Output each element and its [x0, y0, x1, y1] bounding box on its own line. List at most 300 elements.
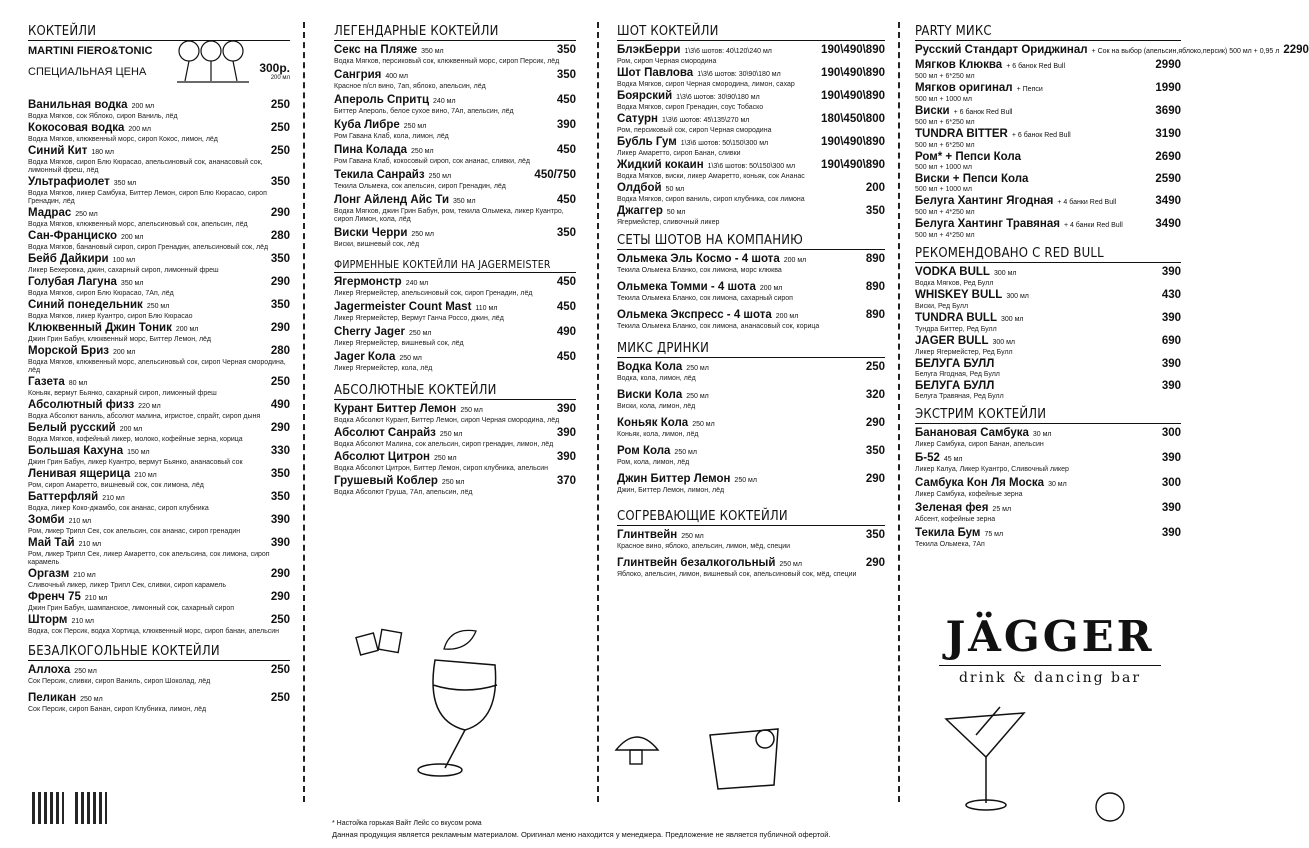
item-description: Текила Ольмека, сок апельсин, сироп Гренадин, лёд [334, 183, 506, 190]
wine-glasses-icon [173, 39, 253, 85]
item-description: Ягермейстер, сливочный ликер [617, 219, 720, 226]
item-price: 390 [1161, 380, 1181, 392]
menu-item [334, 69, 576, 91]
item-price: 890 [865, 309, 885, 321]
item-volume: 1\3\6 шотов: 50\150\300 мл [680, 140, 769, 147]
item-price: 190\490\890 [821, 44, 885, 56]
item-price: 300 [1161, 477, 1181, 489]
item-volume: 250 мл [411, 148, 434, 155]
item-name: Ультрафиолет [28, 176, 110, 188]
item-name: Банановая Самбука [915, 427, 1029, 439]
menu-item [28, 692, 290, 714]
menu-item [28, 568, 290, 590]
item-name: Синий понедельник [28, 299, 143, 311]
item-volume: + 6 банок Red Bull [953, 109, 1013, 116]
menu-item [334, 169, 576, 191]
item-volume: 300 мл [1006, 293, 1029, 300]
item-price: 390 [556, 403, 576, 415]
item-price: 250 [270, 122, 290, 134]
item-price: 390 [1161, 358, 1181, 370]
item-price: 250 [270, 145, 290, 157]
item-name: БЕЛУГА БУЛЛ [915, 380, 995, 392]
item-price: 250 [270, 99, 290, 111]
item-name: Газета [28, 376, 65, 388]
item-price: 890 [865, 253, 885, 265]
menu-item [28, 253, 290, 275]
item-name: Jagermeister Count Mast [334, 301, 472, 313]
item-name: Секс на Пляже [334, 44, 418, 56]
item-description: Водка Абсолют Малина, сок апельсин, сироп гренадин, лимон, лёд [334, 441, 554, 448]
item-name: Май Тай [28, 537, 75, 549]
menu-item [617, 113, 885, 135]
item-description: Красное вино, яблоко, апельсин, лимон, мёд, специи [617, 543, 791, 550]
martini-glass-icon [940, 705, 1030, 815]
menu-item [28, 491, 290, 513]
menu-item [334, 427, 576, 449]
item-description: Сок Персик, сливки, сироп Ваниль, сироп Шоколад, лёд [28, 678, 211, 685]
item-name: JAGER BULL [915, 335, 989, 347]
item-volume: 250 мл [692, 421, 715, 428]
item-price: 350 [556, 227, 576, 239]
item-name: Грушевый Коблер [334, 475, 438, 487]
item-price: 290 [270, 422, 290, 434]
item-price: 250 [270, 614, 290, 626]
item-volume: 200 мл [783, 257, 807, 264]
item-name: Текила Бум [915, 527, 981, 539]
item-volume: + 4 банки Red Bull [1063, 222, 1123, 229]
logo-tagline: drink & dancing bar [958, 670, 1142, 686]
menu-item [915, 358, 1181, 379]
item-price: 3490 [1155, 218, 1181, 230]
menu-item [28, 376, 290, 398]
item-volume: 350 мл [120, 280, 144, 287]
menu-item [915, 173, 1181, 194]
item-description: Водка Мягков, клюквенный морс, апельсиновый сок, сироп Черная смородина, лёд [28, 359, 286, 374]
item-name: Курант Биттер Лемон [334, 403, 457, 415]
menu-item [28, 422, 290, 444]
menu-item [28, 122, 290, 144]
menu-item [915, 82, 1181, 104]
item-price: 290 [270, 276, 290, 288]
menu-item [915, 151, 1181, 172]
item-name: Зеленая фея [915, 502, 989, 514]
menu-item [915, 44, 1309, 58]
item-price: 350 [556, 69, 576, 81]
item-name: Самбука Кон Ля Моска [915, 477, 1045, 489]
menu-item [915, 59, 1181, 81]
promo-volume: 200 мл [270, 75, 290, 81]
item-name: Пина Колада [334, 144, 408, 156]
item-volume: 250 мл [403, 123, 427, 130]
item-description: Водка Мягков, сироп ваниль, сироп клубника, сок лимона [617, 196, 805, 203]
item-price: 250 [270, 376, 290, 388]
item-price: 190\490\890 [821, 136, 885, 148]
item-name: Голубая Лагуна [28, 276, 117, 288]
promo-label: СПЕЦИАЛЬНАЯ ЦЕНА [28, 66, 147, 78]
item-volume: 250 мл [408, 330, 432, 337]
menu-item [28, 664, 290, 686]
promo-price: 300р. [259, 61, 290, 75]
item-description: 500 мл + 6*250 мл [915, 73, 975, 80]
menu-item [915, 527, 1181, 549]
item-description: Водка Мягков, сироп Блю Кюрасао, апельсиновый сок, ананасовый сок, лимонный фреш, лёд [28, 159, 263, 174]
item-name: Синий Кит [28, 145, 88, 157]
menu-item [28, 514, 290, 536]
item-description: Джин, Биттер Лемон, лимон, лёд [617, 487, 725, 494]
menu-item [915, 289, 1181, 311]
item-name: Русский Стандарт Ориджинал [915, 44, 1088, 56]
item-name: Ольмека Экспресс - 4 шота [617, 309, 772, 321]
item-name: Бейб Дайкири [28, 253, 109, 265]
item-name: Белый русский [28, 422, 116, 434]
item-volume: 250 мл [75, 211, 98, 218]
item-name: Ленивая ящерица [28, 468, 131, 480]
item-price: 450 [556, 194, 576, 206]
item-description: Ликер Ягермейстер, Вермут Ганча Россо, джин, лёд [334, 315, 504, 322]
item-price: 370 [556, 475, 576, 487]
menu-item [334, 351, 576, 373]
item-name: Мягков оригинал [915, 82, 1013, 94]
item-price: 3490 [1155, 195, 1181, 207]
item-volume: 210 мл [68, 518, 92, 525]
menu-item [915, 452, 1181, 474]
item-description: Водка, сок Персик, водка Хортица, клюквенный морс, сироп банан, апельсин [28, 628, 280, 635]
item-price: 390 [1161, 527, 1181, 539]
item-description: Ликер Амаретто, сироп Банан, сливки [617, 150, 741, 157]
menu-item [334, 475, 576, 497]
item-price: 190\490\890 [821, 67, 885, 79]
item-volume: 250 мл [74, 668, 97, 675]
item-volume: 210 мл [84, 595, 108, 602]
item-description: Сок Персик, сироп Банан, сироп Клубника, лимон, лёд [28, 706, 207, 713]
item-name: Жидкий кокаин [617, 159, 704, 171]
menu-item [28, 207, 290, 229]
menu-item [617, 389, 885, 411]
menu-item [334, 301, 576, 323]
item-volume: 150 мл [127, 449, 150, 456]
item-description: Водка Мягков, сироп Черная смородина, лимон, сахар [617, 81, 795, 88]
item-description: Абсент, кофейные зерна [915, 516, 996, 523]
item-description: Водка Абсолют Груша, 7Ап, апельсин, лёд [334, 489, 473, 496]
column-party [915, 18, 1309, 552]
item-price: 290 [865, 417, 885, 429]
mushroom-icon [612, 728, 662, 768]
item-price: 390 [1161, 266, 1181, 278]
item-name: Лонг Айленд Айс Ти [334, 194, 450, 206]
item-description: Водка Мягков, виски, ликер Амаретто, коньяк, сок Ананас [617, 173, 805, 180]
footer-disclaimer: Данная продукция является рекламным материалом. Оригинал меню находится у менеджера. Предложение не является публичной офертой. [332, 830, 831, 839]
menu-item [617, 159, 885, 181]
item-name: Ром Кола [617, 445, 671, 457]
section-title: ЭКСТРИМ КОКТЕЙЛИ [915, 405, 1181, 424]
item-description: Ром, персиковый сок, сироп Черная смородина [617, 127, 772, 134]
item-description: Водка Мягков, клюквенный морс, сироп Кокос, лимон, лёд [28, 136, 218, 143]
item-volume: 250 мл [734, 477, 757, 484]
item-price: 300 [1161, 427, 1181, 439]
menu-item [334, 326, 576, 348]
item-name: Текила Санрайз [334, 169, 425, 181]
item-description: Джин Грин Бабун, ликер Куантро, вермут Бьянко, ананасовый сок [28, 459, 243, 466]
menu-item [334, 119, 576, 141]
item-name: Ванильная водка [28, 99, 128, 111]
item-name: Б-52 [915, 452, 940, 464]
item-description: Виски, вишневый сок, лёд [334, 241, 420, 248]
item-volume: + Пепси [1016, 86, 1043, 93]
item-price: 450 [556, 351, 576, 363]
menu-item [28, 145, 290, 175]
section-title: СЕТЫ ШОТОВ НА КОМПАНИЮ [617, 231, 885, 250]
item-price: 290 [865, 473, 885, 485]
section-title: СОГРЕВАЮЩИЕ КОКТЕЙЛИ [617, 507, 885, 526]
column-legendary [334, 18, 576, 499]
divider [898, 22, 900, 802]
item-name: Джин Биттер Лемон [617, 473, 731, 485]
item-price: 490 [270, 399, 290, 411]
menu-item [915, 312, 1181, 334]
menu-item [334, 227, 576, 249]
item-description: Водка Абсолют Цитрон, Биттер Лемон, сироп клубника, апельсин [334, 465, 549, 472]
item-price: 290 [270, 322, 290, 334]
menu-item [28, 614, 290, 636]
item-name: Бубль Гум [617, 136, 677, 148]
item-name: Абсолют Санрайз [334, 427, 436, 439]
item-volume: 100 мл [112, 257, 136, 264]
item-price: 320 [865, 389, 885, 401]
item-price: 2590 [1155, 173, 1181, 185]
item-volume: 75 мл [984, 531, 1004, 538]
item-price: 450 [556, 94, 576, 106]
item-price: 350 [270, 253, 290, 265]
item-volume: 250 мл [460, 407, 483, 414]
item-description: 500 мл + 1000 мл [915, 164, 972, 171]
item-volume: 200 мл [131, 103, 155, 110]
item-description: 500 мл + 4*250 мл [915, 209, 975, 216]
item-description: Водка Мягков, джин Грин Бабун, ром, текила Ольмека, ликер Куантро, сироп Лимон, кола, лёд [334, 208, 564, 223]
item-volume: 200 мл [759, 285, 783, 292]
qr-code-icon[interactable] [75, 792, 107, 824]
item-name: Джаггер [617, 205, 663, 217]
menu-item [915, 380, 1181, 401]
item-name: Шторм [28, 614, 68, 626]
item-price: 350 [270, 491, 290, 503]
menu-item [915, 218, 1181, 240]
item-description: Ром Гавана Клаб, кокосовый сироп, сок ананас, сливки, лёд [334, 158, 530, 165]
item-description: Текила Ольмека Бланко, сок лимона, сахарный сироп [617, 295, 793, 302]
footer-note: * Настойка горькая Вайт Лейс со вкусом рома [332, 820, 482, 827]
item-description: Водка, ликер Коко-джамбо, сок ананас, сироп клубника [28, 505, 209, 512]
item-price: 350 [865, 445, 885, 457]
item-price: 290 [865, 557, 885, 569]
item-price: 350 [270, 299, 290, 311]
item-price: 450 [556, 301, 576, 313]
item-volume: + 6 банок Red Bull [1006, 63, 1066, 70]
item-description: Водка Мягков, клюквенный морс, апельсиновый сок, апельсин, лёд [28, 221, 248, 228]
item-price: 1990 [1155, 82, 1181, 94]
item-description: Джин Грин Бабун, шампанское, лимонный сок, сахарный сироп [28, 605, 235, 612]
item-volume: 210 мл [134, 472, 157, 479]
item-price: 350 [865, 205, 885, 217]
item-price: 280 [270, 230, 290, 242]
menu-item [915, 427, 1181, 449]
leaf-icon [440, 625, 480, 655]
item-price: 390 [1161, 312, 1181, 324]
item-description: 500 мл + 1000 мл [915, 96, 972, 103]
item-name: Белуга Хантинг Ягодная [915, 195, 1054, 207]
item-name: Куба Либре [334, 119, 400, 131]
item-description: Водка Мягков, кофейный ликер, молоко, кофейные зерна, корица [28, 436, 243, 443]
section-title: КОКТЕЙЛИ [28, 22, 290, 41]
item-volume: 400 мл [385, 73, 408, 80]
item-price: 350 [556, 44, 576, 56]
item-description: Белуга Травяная, Ред Булл [915, 393, 1004, 400]
menu-item [28, 399, 290, 421]
menu-item [617, 253, 885, 275]
item-name: Коньяк Кола [617, 417, 689, 429]
section-title: ЛЕГЕНДАРНЫЕ КОКТЕЙЛИ [334, 22, 576, 41]
ice-cubes-icon [350, 625, 410, 665]
item-description: Ром, ликер Трипл Сек, сок апельсин, сок ананас, сироп гренадин [28, 528, 241, 535]
item-description: Красное п/сл вино, 7ап, яблоко, апельсин, лёд [334, 83, 486, 90]
item-volume: 180 мл [91, 149, 114, 156]
item-name: Морской Бриз [28, 345, 109, 357]
section-title: РЕКОМЕНДОВАНО С RED BULL [915, 244, 1181, 263]
item-description: Ликер Ягермейстер, вишневый сок, лёд [334, 340, 464, 347]
section-title: БЕЗАЛКОГОЛЬНЫЕ КОКТЕЙЛИ [28, 642, 290, 661]
item-volume: 210 мл [78, 541, 102, 548]
item-name: Френч 75 [28, 591, 81, 603]
item-price: 390 [1161, 502, 1181, 514]
item-volume: 30 мл [1032, 431, 1052, 438]
item-volume: 240 мл [405, 280, 429, 287]
item-description: 500 мл + 4*250 мл [915, 232, 975, 239]
menu-item [28, 299, 290, 321]
item-volume: 250 мл [779, 561, 802, 568]
item-volume: 1\3\6 шотов: 40\120\240 мл [684, 48, 772, 55]
item-price: 390 [1161, 452, 1181, 464]
item-description: 500 мл + 6*250 мл [915, 119, 975, 126]
item-price: 3690 [1155, 105, 1181, 117]
item-price: 3190 [1155, 128, 1181, 140]
item-name: Абсолют Цитрон [334, 451, 431, 463]
item-price: 390 [270, 514, 290, 526]
item-description: Водка Мягков, ликер Самбука, Биттер Лемон, сироп Блю Кюрасао, сироп Гренадин, лёд [28, 190, 267, 205]
item-description: Водка Мягков, сироп Блю Кюрасао, 7Ап, лёд [28, 290, 174, 297]
menu-item [617, 361, 885, 383]
item-name: Глинтвейн безалкогольный [617, 557, 776, 569]
item-volume: 110 мл [475, 305, 498, 312]
item-name: Баттерфляй [28, 491, 99, 503]
item-description: Ром, кола, лимон, лёд [617, 459, 690, 466]
menu-item [915, 335, 1181, 357]
menu-item [28, 468, 290, 490]
item-description: Белуга Ягодная, Ред Булл [915, 371, 1000, 378]
item-volume: 250 мл [686, 365, 709, 372]
item-description: 500 мл + 6*250 мл [915, 142, 975, 149]
item-name: БЕЛУГА БУЛЛ [915, 358, 995, 370]
item-name: Cherry Jager [334, 326, 405, 338]
item-volume: + Сок на выбор (апельсин,яблоко,персик) 500 мл + 0,95 л [1091, 48, 1280, 55]
section-title: МИКС ДРИНКИ [617, 339, 885, 358]
item-volume: 50 мл [666, 209, 686, 216]
item-description: Ром, сироп Черная смородина [617, 58, 717, 65]
item-price: 290 [270, 568, 290, 580]
item-volume: 200 мл [120, 234, 144, 241]
item-volume: 1\3\6 шотов: 50\150\300 мл [707, 163, 796, 170]
item-name: WHISKEY BULL [915, 289, 1003, 301]
item-volume: 250 мл [399, 355, 422, 362]
menu-item [915, 128, 1181, 150]
item-name: Водка Кола [617, 361, 683, 373]
item-volume: 25 мл [992, 506, 1012, 513]
item-volume: 80 мл [68, 380, 88, 387]
item-volume: 300 мл [993, 270, 1017, 277]
qr-code-icon[interactable] [32, 792, 64, 824]
item-name: Jager Кола [334, 351, 396, 363]
item-volume: 45 мл [943, 456, 963, 463]
item-name: Боярский [617, 90, 673, 102]
menu-item [28, 322, 290, 344]
item-description: Яблоко, апельсин, лимон, вишневый сок, апельсиновый сок, мёд, специи [617, 571, 857, 578]
item-price: 350 [865, 529, 885, 541]
item-description: Виски, кола, лимон, лёд [617, 403, 696, 410]
item-description: Тундра Биттер, Ред Булл [915, 326, 997, 333]
item-price: 250 [270, 692, 290, 704]
item-price: 390 [556, 427, 576, 439]
bar-logo [925, 612, 1175, 686]
item-volume: 200 мл [175, 326, 199, 333]
item-price: 390 [270, 537, 290, 549]
wine-glass-sketch-icon [395, 640, 525, 780]
item-description: Ликер Ягермейстер, Ред Булл [915, 349, 1013, 356]
item-price: 290 [270, 207, 290, 219]
item-volume: 200 мл [775, 313, 799, 320]
item-description: Водка, кола, лимон, лёд [617, 375, 696, 382]
section-title: PARTY МИКС [915, 22, 1181, 41]
item-name: Апероль Спритц [334, 94, 430, 106]
item-description: Водка Мягков, Ред Булл [915, 280, 994, 287]
item-volume: 250 мл [80, 696, 103, 703]
item-description: Ликер Ягермейстер, кола, лёд [334, 365, 433, 372]
item-description: Ликер Бехеровка, джин, сахарный сироп, лимонный фреш [28, 267, 219, 274]
item-description: Водка Мягков, персиковый сок, клюквенный морс, сироп Персик, лёд [334, 58, 560, 65]
menu-item [915, 195, 1181, 217]
menu-item [617, 136, 885, 158]
menu-item [334, 44, 576, 66]
item-name: Виски + Пепси Кола [915, 173, 1029, 185]
menu-item [334, 144, 576, 166]
menu-item [617, 205, 885, 227]
item-description: Водка Мягков, сироп Гренадин, соус Тобаско [617, 104, 764, 111]
item-description: Виски, Ред Булл [915, 303, 969, 310]
menu-item [617, 182, 885, 204]
item-name: Белуга Хантинг Травяная [915, 218, 1060, 230]
menu-item [28, 345, 290, 375]
item-description: Водка Мягков, банановый сироп, сироп Гренадин, апельсиновый сок, лёд [28, 244, 269, 251]
item-volume: 210 мл [71, 618, 94, 625]
menu-item [617, 417, 885, 439]
item-price: 290 [270, 591, 290, 603]
menu-item [617, 529, 885, 551]
item-volume: + 6 банок Red Bull [1011, 132, 1071, 139]
item-description: Ром Гавана Клаб, кола, лимон, лёд [334, 133, 449, 140]
item-name: Глинтвейн [617, 529, 678, 541]
item-volume: 250 мл [674, 449, 697, 456]
item-name: Виски [915, 105, 950, 117]
item-name: Пеликан [28, 692, 77, 704]
item-volume: 30 мл [1048, 481, 1067, 488]
item-volume: 250 мл [411, 231, 434, 238]
item-volume: 300 мл [992, 339, 1016, 346]
